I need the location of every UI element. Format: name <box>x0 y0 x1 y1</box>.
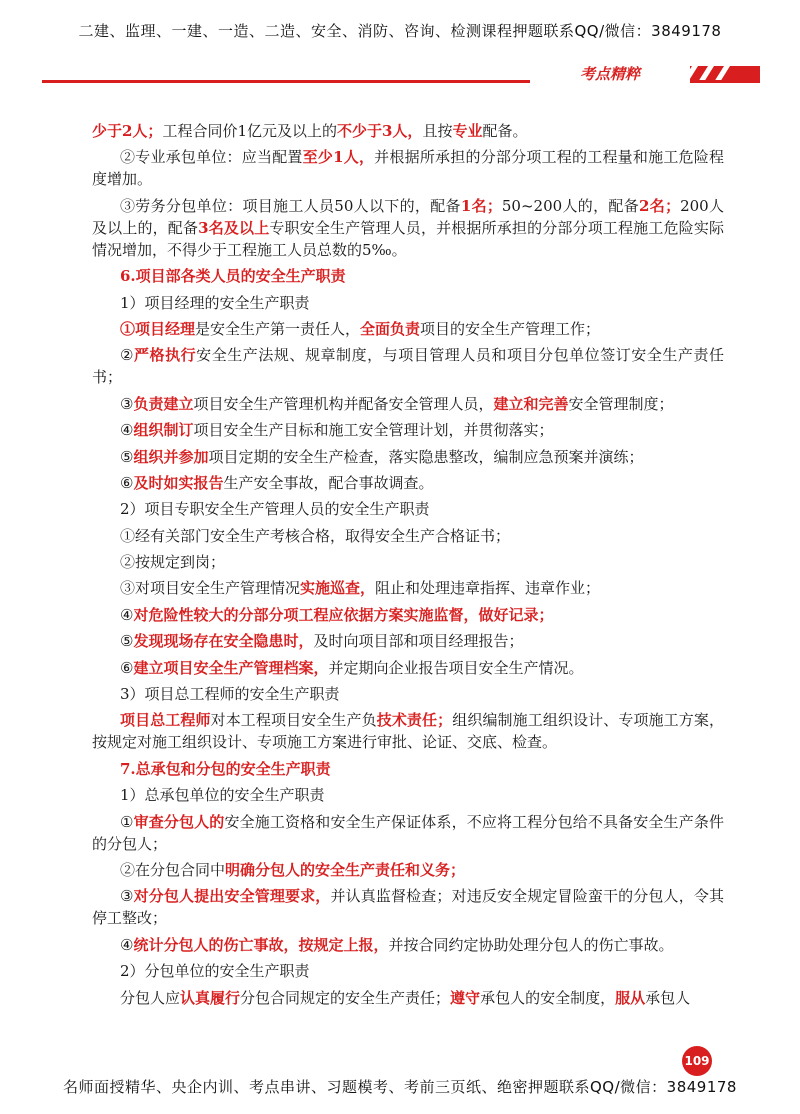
paragraph <box>92 551 724 573</box>
body-text: 2）分包单位的安全生产职责 <box>120 962 310 981</box>
highlight-text: 实施巡查， <box>300 579 376 598</box>
body-text: ③ <box>120 887 134 906</box>
highlight-text: 审查分包人的 <box>133 812 225 831</box>
paragraph <box>92 498 724 520</box>
paragraph <box>92 657 724 679</box>
body-text: 1）项目经理的安全生产职责 <box>120 293 310 312</box>
body-text: 专职安全生产管理人员，并根据所承担的分部分项工程施工危险实际情况增加，不得少于工程施工人员总数的5‰。 <box>92 218 724 259</box>
highlight-text: 建立项目安全生产管理档案， <box>133 658 329 677</box>
highlight-text: 组织制订 <box>133 421 194 440</box>
bottom-banner: 名师面授精华、央企内训、考点串讲、习题模考、考前三页纸、绝密押题联系QQ/微信：3849178 <box>63 1078 737 1096</box>
body-text: 50~200人的，配备 <box>501 196 640 215</box>
top-banner: 二建、监理、一建、一造、二造、安全、消防、咨询、检测课程押题联系QQ/微信：3849178 <box>78 22 722 40</box>
body-text: 承包人 <box>645 988 691 1007</box>
body-text: 并根据所承担的分部分项工程的工程量和施工危险程度增加。 <box>92 148 724 189</box>
body-text: 工程合同价1亿元及以上的 <box>162 122 337 140</box>
paragraph <box>92 344 724 388</box>
paragraph <box>92 292 724 314</box>
body-text: ④ <box>120 935 134 954</box>
paragraph <box>92 885 724 929</box>
paragraph <box>92 709 724 753</box>
highlight-text: 3名及以上 <box>198 218 270 237</box>
section-heading <box>92 265 724 287</box>
body-text: 配备。 <box>482 122 528 140</box>
body-text: ⑥ <box>120 473 134 492</box>
body-text: 并定期向企业报告项目安全生产情况。 <box>328 658 584 677</box>
document-body <box>92 120 724 1013</box>
highlight-text: 负责建立 <box>133 394 194 413</box>
paragraph <box>92 525 724 547</box>
highlight-text: 1名； <box>460 196 502 215</box>
paragraph <box>92 987 724 1009</box>
section-heading <box>92 758 724 780</box>
body-text: 3）项目总工程师的安全生产职责 <box>120 685 340 704</box>
body-text: ⑥ <box>120 658 134 677</box>
body-text: ③劳务分包单位：项目施工人员50人以下的，配备 <box>120 196 461 215</box>
body-text: ②按规定到岗； <box>120 553 226 572</box>
highlight-text: 明确分包人的安全生产责任和义务； <box>225 860 466 879</box>
paragraph <box>92 811 724 855</box>
highlight-text: 对分包人提出安全管理要求， <box>133 887 331 906</box>
body-text: 生产安全事故，配合事故调查。 <box>223 473 434 492</box>
paragraph <box>92 630 724 652</box>
highlight-text: 发现现场存在安全隐患时， <box>133 632 314 651</box>
body-text: 并认真监督检查；对违反安全规定冒险蛮干的分包人，令其停工整改； <box>92 887 724 928</box>
body-text: 安全管理制度； <box>568 394 674 413</box>
body-text: ②在分包合同中 <box>120 860 226 879</box>
highlight-text: 少于2人； <box>92 122 163 140</box>
body-text: 并按合同约定协助处理分包人的伤亡事故。 <box>388 935 674 954</box>
paragraph <box>92 393 724 415</box>
body-text: ③ <box>120 394 134 413</box>
body-text: 阻止和处理违章指挥、违章作业； <box>375 579 601 598</box>
body-text: ① <box>120 812 134 831</box>
paragraph <box>92 604 724 626</box>
body-text: 项目安全生产目标和施工安全管理计划，并贯彻落实； <box>193 421 554 440</box>
body-text: 分包合同规定的安全生产责任； <box>240 988 451 1007</box>
paragraph <box>92 446 724 468</box>
body-text: 组织编制施工组织设计、专项施工方案，按规定对施工组织设计、专项施工方案进行审批、论证、交底、检查。 <box>92 711 724 752</box>
body-text: ④ <box>120 421 134 440</box>
body-text: 安全施工资格和安全生产保证体系，不应将工程分包给不具备安全生产条件的分包人； <box>92 812 724 853</box>
paragraph <box>92 934 724 956</box>
body-text: ⑤ <box>120 447 134 466</box>
body-text: 项目安全生产管理机构并配备安全管理人员， <box>193 394 494 413</box>
highlight-text: 及时如实报告 <box>133 473 224 492</box>
highlight-text: 对危险性较大的分部分项工程应依据方案实施监督，做好记录； <box>133 605 554 624</box>
paragraph <box>92 318 724 340</box>
highlight-text: 建立和完善 <box>493 394 569 413</box>
paragraph <box>92 960 724 982</box>
highlight-text: 项目总工程师 <box>120 711 211 730</box>
page-number: 109 <box>682 1046 712 1076</box>
highlight-text: 2名； <box>639 196 681 215</box>
body-text: 分包人应 <box>120 988 181 1007</box>
body-text: ②专业承包单位：应当配置 <box>120 148 303 167</box>
highlight-text: 不少于3人， <box>336 122 423 140</box>
paragraph <box>92 577 724 599</box>
body-text: 对本工程项目安全生产负 <box>210 711 377 730</box>
body-text: ①经有关部门安全生产考核合格，取得安全生产合格证书； <box>120 526 511 545</box>
paragraph <box>92 683 724 705</box>
highlight-text: ①项目经理 <box>120 319 196 338</box>
body-text: 项目定期的安全生产检查，落实隐患整改，编制应急预案并演练； <box>208 447 644 466</box>
highlight-text: 7.总承包和分包的安全生产职责 <box>120 759 331 778</box>
body-text: ③对项目安全生产管理情况 <box>120 579 301 598</box>
body-text: 承包人的安全制度， <box>480 988 616 1007</box>
paragraph <box>92 195 724 261</box>
body-text: ⑤ <box>120 632 134 651</box>
paragraph <box>92 146 724 190</box>
body-text: 是安全生产第一责任人， <box>195 319 361 338</box>
highlight-text: 遵守 <box>450 988 481 1007</box>
body-text: 及时向项目部和项目经理报告； <box>313 632 524 651</box>
body-text: 安全生产法规、规章制度，与项目管理人员和项目分包单位签订安全生产责任书； <box>92 346 724 387</box>
body-text: 且按 <box>422 122 453 140</box>
highlight-text: 6.项目部各类人员的安全生产职责 <box>120 267 346 286</box>
body-text: ④ <box>120 605 134 624</box>
paragraph <box>92 472 724 494</box>
highlight-text: 认真履行 <box>180 988 241 1007</box>
body-text: 项目的安全生产管理工作； <box>420 319 601 338</box>
body-text: 1）总承包单位的安全生产职责 <box>120 786 325 805</box>
highlight-text: 组织并参加 <box>133 447 209 466</box>
highlight-text: 技术责任； <box>376 711 453 730</box>
highlight-text: 至少1人， <box>302 148 375 167</box>
highlight-text: 专业 <box>452 122 483 140</box>
highlight-text: 服从 <box>615 988 646 1007</box>
highlight-text: 全面负责 <box>360 319 421 338</box>
highlight-text: 严格执行 <box>134 346 197 365</box>
paragraph <box>92 120 724 142</box>
paragraph <box>92 784 724 806</box>
section-tag: 考点精粹 <box>530 64 690 84</box>
paragraph <box>92 859 724 881</box>
highlight-text: 统计分包人的伤亡事故，按规定上报， <box>133 935 389 954</box>
body-text: 200人及以上的，配备 <box>92 196 725 237</box>
paragraph <box>92 419 724 441</box>
body-text: 2）项目专职安全生产管理人员的安全生产职责 <box>120 500 430 519</box>
body-text: ② <box>120 346 134 365</box>
